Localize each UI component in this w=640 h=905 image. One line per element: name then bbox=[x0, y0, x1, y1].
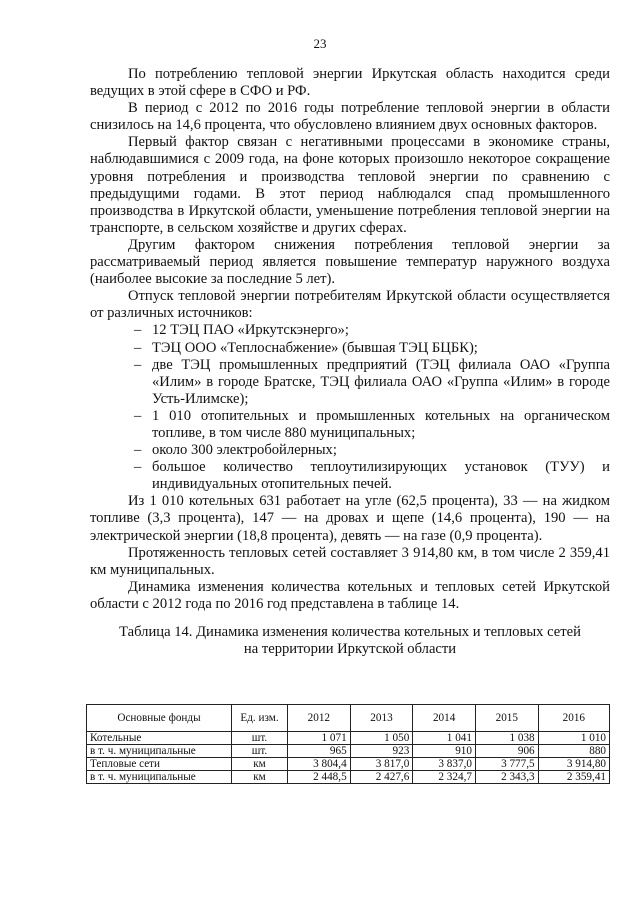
document-body bbox=[90, 66, 610, 658]
table-cell: 1 038 bbox=[475, 732, 538, 745]
table-cell: 1 041 bbox=[413, 732, 476, 745]
column-header: 2014 bbox=[413, 705, 476, 732]
table-cell: 2 427,6 bbox=[350, 771, 413, 784]
table-row bbox=[87, 745, 610, 758]
paragraph: Другим фактором снижения потребления тепловой энергии за рассматриваемый период является повышение температур наружного воздуха (наиболее высокие за последние 5 лет). bbox=[90, 236, 610, 288]
list-item: – около 300 электробойлерных; bbox=[134, 442, 337, 459]
dash-bullet: – bbox=[134, 407, 142, 424]
dash-bullet: – bbox=[134, 339, 142, 356]
table-row bbox=[87, 732, 610, 745]
data-table bbox=[86, 704, 610, 784]
table-cell: 923 bbox=[350, 745, 413, 758]
column-header: Ед. изм. bbox=[232, 705, 288, 732]
paragraph: Из 1 010 котельных 631 работает на угле (62,5 процента), 33 — на жидком топливе (3,3 процента), 147 — на дровах и щепе (14,6 процента), 190 — на электрической энергии (18,8 процента), девять — на газе (0,9 процента). bbox=[90, 493, 610, 544]
dash-bullet: – bbox=[134, 459, 142, 476]
list-item: – две ТЭЦ промышленных предприятий (ТЭЦ филиала ОАО «Группа «Илим» в городе Братске, ТЭЦ филиала ОАО «Группа «Илим» в городе Усть-Илимске); bbox=[134, 356, 610, 407]
paragraph: Динамика изменения количества котельных и тепловых сетей Иркутской области с 2012 года по 2016 год представлена в таблице 14. bbox=[90, 578, 610, 612]
table-row bbox=[87, 758, 610, 771]
table-cell: км bbox=[232, 758, 288, 771]
paragraph: Отпуск тепловой энергии потребителям Иркутской области осуществляется от различных источников: bbox=[90, 288, 610, 322]
table-cell: 1 010 bbox=[538, 732, 609, 745]
list-item: – 1 010 отопительных и промышленных котельных на органическом топливе, в том числе 880 муниципальных; bbox=[134, 407, 610, 441]
page-number: 23 bbox=[313, 36, 327, 51]
table-cell: 3 817,0 bbox=[350, 758, 413, 771]
column-header: 2013 bbox=[350, 705, 413, 732]
table-cell: 1 050 bbox=[350, 732, 413, 745]
table-cell: в т. ч. муниципальные bbox=[87, 771, 232, 784]
table-cell: в т. ч. муниципальные bbox=[87, 745, 232, 758]
column-header: 2016 bbox=[538, 705, 609, 732]
table-cell: 3 777,5 bbox=[475, 758, 538, 771]
table-caption-line: Таблица 14. Динамика изменения количества котельных и тепловых сетей bbox=[119, 624, 581, 640]
paragraph: В период с 2012 по 2016 годы потребление тепловой энергии в области снизилось на 14,6 процента, что обусловлено влиянием двух основных факторов. bbox=[90, 100, 610, 134]
list-item: – ТЭЦ ООО «Теплоснабжение» (бывшая ТЭЦ БЦБК); bbox=[134, 339, 478, 356]
table-caption-line: на территории Иркутской области bbox=[243, 641, 457, 658]
sources-list bbox=[90, 322, 610, 493]
column-header: 2015 bbox=[475, 705, 538, 732]
table-cell: Тепловые сети bbox=[87, 758, 232, 771]
table-cell: 906 bbox=[475, 745, 538, 758]
dash-bullet: – bbox=[134, 442, 142, 459]
column-header: 2012 bbox=[288, 705, 351, 732]
table-cell: 2 343,3 bbox=[475, 771, 538, 784]
table-header-row bbox=[87, 705, 610, 732]
table-cell: шт. bbox=[232, 745, 288, 758]
dash-bullet: – bbox=[134, 322, 142, 339]
table-cell: 880 bbox=[538, 745, 609, 758]
table-cell: 2 359,41 bbox=[538, 771, 609, 784]
table-caption bbox=[90, 624, 610, 658]
table-cell: 3 914,80 bbox=[538, 758, 609, 771]
table-cell: 3 837,0 bbox=[413, 758, 476, 771]
table-cell: 2 448,5 bbox=[288, 771, 351, 784]
list-item: – большое количество теплоутилизирующих установок (ТУУ) и индивидуальных отопительных печей. bbox=[134, 459, 610, 493]
table-cell: Котельные bbox=[87, 732, 232, 745]
paragraph: По потреблению тепловой энергии Иркутская область находится среди ведущих в этой сфере в СФО и РФ. bbox=[90, 66, 610, 100]
column-header: Основные фонды bbox=[87, 705, 232, 732]
table-cell: км bbox=[232, 771, 288, 784]
paragraph: Первый фактор связан с негативными процессами в экономике страны, наблюдавшимися с 2009 года, на фоне которых произошло некоторое сокращение уровня потребления и производства тепловой энергии по сравнению с предыдущими годами. В этот период наблюдался спад промышленного производства в Иркутской области, уменьшение потребления тепловой энергии на транспорте, в сельском хозяйстве и других сферах. bbox=[90, 134, 610, 236]
dash-bullet: – bbox=[134, 356, 142, 373]
table-cell: 3 804,4 bbox=[288, 758, 351, 771]
table-cell: 910 bbox=[413, 745, 476, 758]
table-cell: шт. bbox=[232, 732, 288, 745]
table-cell: 2 324,7 bbox=[413, 771, 476, 784]
table-cell: 965 bbox=[288, 745, 351, 758]
paragraph: Протяженность тепловых сетей составляет 3 914,80 км, в том числе 2 359,41 км муниципальных. bbox=[90, 544, 610, 578]
table-cell: 1 071 bbox=[288, 732, 351, 745]
list-item: – 12 ТЭЦ ПАО «Иркутскэнерго»; bbox=[134, 322, 349, 339]
table-row bbox=[87, 771, 610, 784]
